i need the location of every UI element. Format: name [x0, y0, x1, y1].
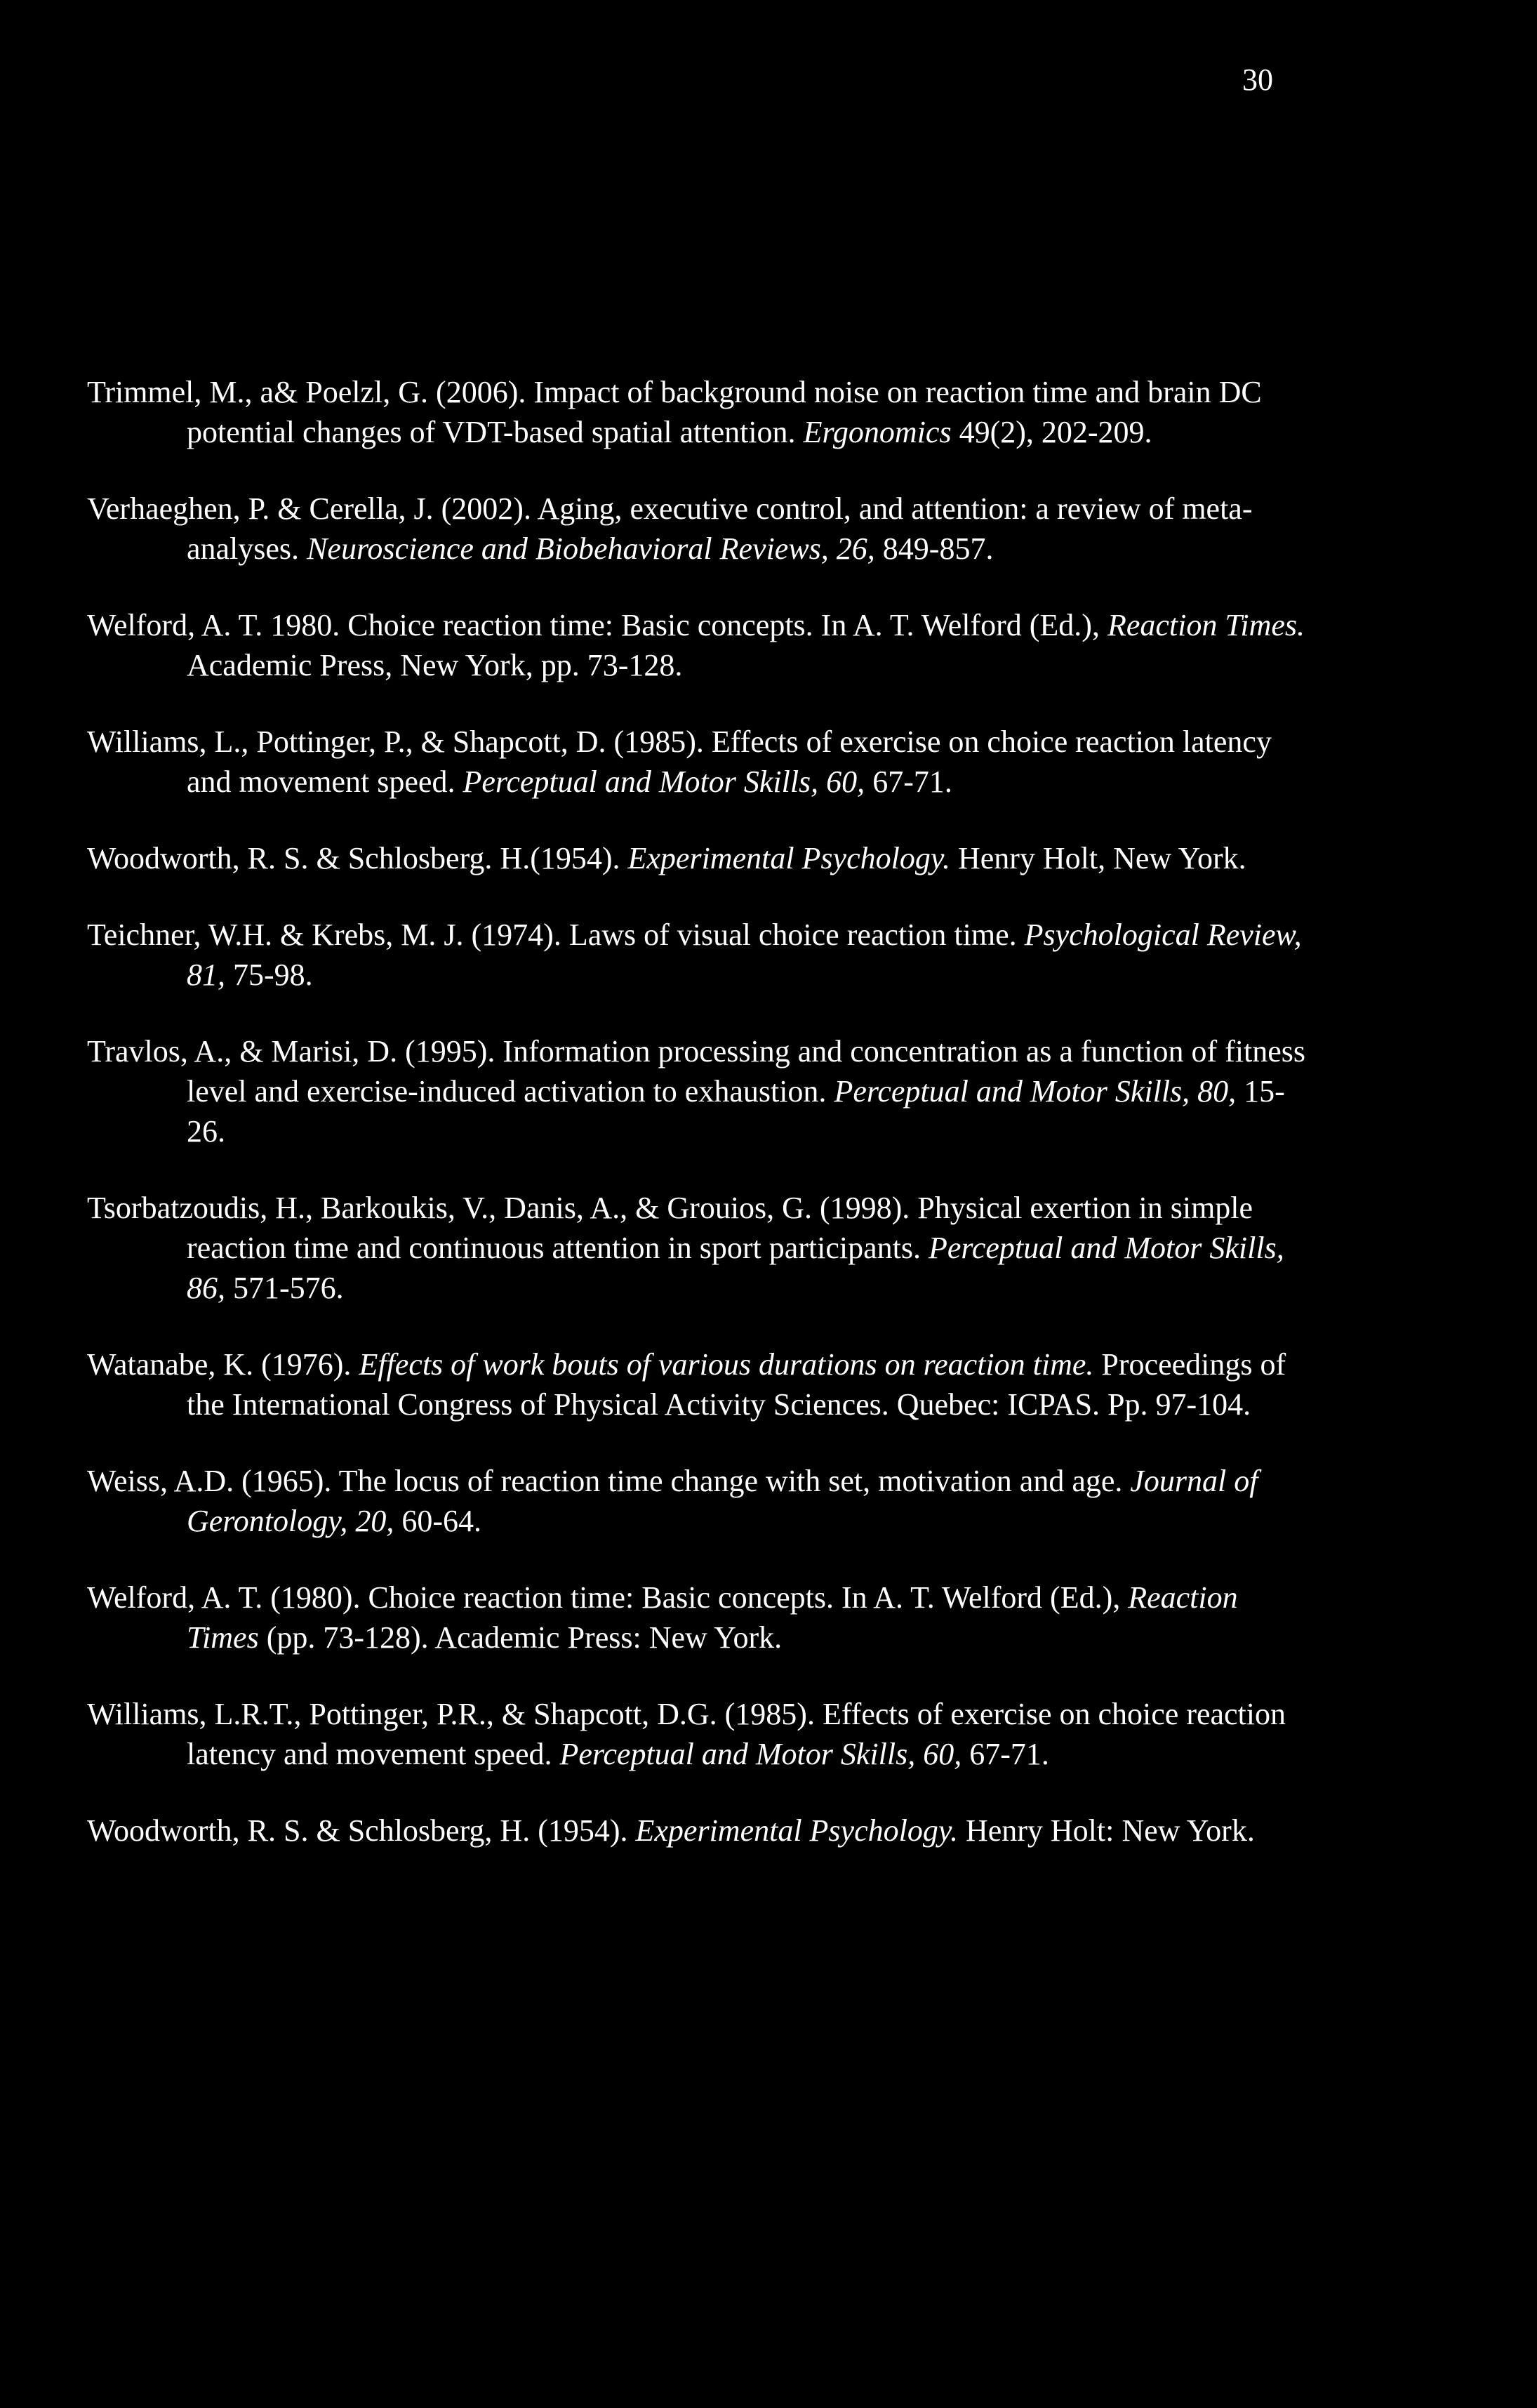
reference-entry: [87, 1188, 1315, 1308]
reference-source: Neuroscience and Biobehavioral Reviews, 26,: [307, 531, 875, 566]
reference-source: Experimental Psychology.: [635, 1813, 958, 1848]
reference-entry: [87, 1461, 1315, 1541]
reference-text: Watanabe, K. (1976).: [87, 1347, 359, 1382]
reference-text: Tsorbatzoudis, H., Barkoukis, V., Danis, A., & Grouios, G. (1998). Physical exertion in simple reaction time and continuous attention in sport participants.: [87, 1191, 1253, 1265]
reference-text: Woodworth, R. S. & Schlosberg, H. (1954).: [87, 1813, 636, 1848]
reference-details: 67-71.: [962, 1737, 1049, 1771]
reference-entry: [87, 1344, 1315, 1424]
reference-text: Welford, A. T. 1980. Choice reaction time: Basic concepts. In A. T. Welford (Ed.),: [87, 608, 1107, 642]
reference-entry: [87, 1031, 1315, 1151]
reference-details: 67-71.: [865, 765, 952, 799]
reference-source: Effects of work bouts of various durations on reaction time.: [359, 1347, 1094, 1382]
reference-entry: [87, 605, 1315, 685]
reference-source: Journal of Gerontology, 20,: [187, 1464, 1258, 1538]
reference-entry: [87, 1577, 1315, 1658]
reference-text: Verhaeghen, P. & Cerella, J. (2002). Aging, executive control, and attention: a review of meta-analyses.: [87, 491, 1253, 566]
reference-entry: [87, 489, 1315, 569]
reference-source: Perceptual and Motor Skills, 86,: [187, 1231, 1284, 1305]
reference-details: Academic Press, New York, pp. 73-128.: [187, 648, 683, 682]
reference-text: Travlos, A., & Marisi, D. (1995). Information processing and concentration as a function of fitness level and exercise-induced activation to exhaustion.: [87, 1034, 1306, 1109]
reference-source: Experimental Psychology.: [627, 841, 950, 875]
reference-source: Reaction Times: [187, 1580, 1238, 1655]
reference-details: 49(2), 202-209.: [951, 415, 1152, 449]
reference-details: 75-98.: [225, 958, 313, 992]
reference-source: Perceptual and Motor Skills, 60,: [559, 1737, 962, 1771]
reference-details: (pp. 73-128). Academic Press: New York.: [258, 1620, 783, 1655]
reference-text: Welford, A. T. (1980). Choice reaction time: Basic concepts. In A. T. Welford (Ed.),: [87, 1580, 1129, 1615]
reference-details: 15-26.: [187, 1074, 1285, 1149]
reference-details: 849-857.: [874, 531, 994, 566]
reference-source: Perceptual and Motor Skills, 80,: [834, 1074, 1237, 1109]
reference-entry: [87, 372, 1315, 452]
reference-entry: [87, 722, 1315, 802]
reference-details: 571-576.: [225, 1271, 344, 1305]
reference-source: Psychological Review, 81,: [187, 918, 1302, 992]
reference-text: Williams, L.R.T., Pottinger, P.R., & Shapcott, D.G. (1985). Effects of exercise on choice reaction latency and movement speed.: [87, 1697, 1286, 1771]
reference-source: Ergonomics: [803, 415, 952, 449]
reference-source: Perceptual and Motor Skills, 60,: [463, 765, 865, 799]
reference-text: Teichner, W.H. & Krebs, M. J. (1974). Laws of visual choice reaction time.: [87, 918, 1025, 952]
reference-text: Weiss, A.D. (1965). The locus of reaction time change with set, motivation and age.: [87, 1464, 1131, 1498]
reference-text: Woodworth, R. S. & Schlosberg. H.(1954).: [87, 841, 628, 875]
reference-text: Williams, L., Pottinger, P., & Shapcott, D. (1985). Effects of exercise on choice reaction latency and movement speed.: [87, 725, 1272, 799]
reference-details: Proceedings of the International Congress of Physical Activity Sciences. Quebec: ICPAS. Pp. 97-104.: [187, 1347, 1286, 1422]
reference-entry: [87, 915, 1315, 995]
reference-details: 60-64.: [394, 1504, 482, 1538]
reference-entry: [87, 1694, 1315, 1774]
reference-entry: [87, 1811, 1315, 1851]
reference-details: Henry Holt, New York.: [950, 841, 1246, 875]
reference-entry: [87, 838, 1315, 878]
reference-list: [87, 372, 1315, 1887]
reference-text: Trimmel, M., a& Poelzl, G. (2006). Impact of background noise on reaction time and brain DC potential changes of VDT-based spatial attention.: [87, 375, 1262, 449]
page-number: 30: [1242, 62, 1273, 97]
reference-details: Henry Holt: New York.: [957, 1813, 1255, 1848]
reference-source: Reaction Times.: [1107, 608, 1305, 642]
